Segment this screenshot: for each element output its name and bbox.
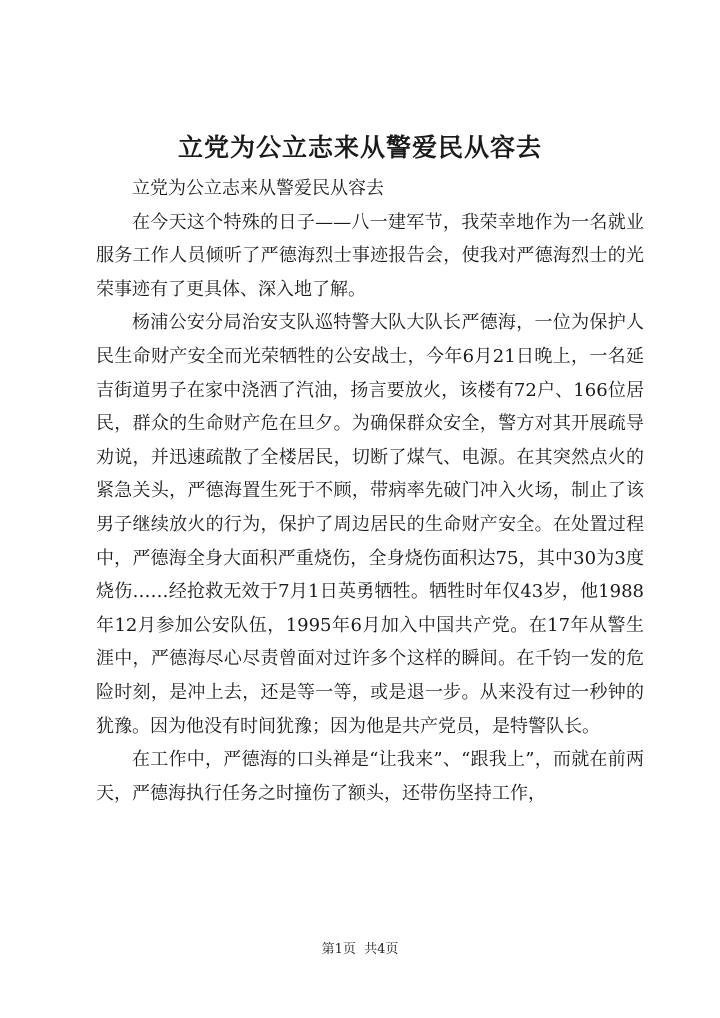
page-footer xyxy=(0,938,720,957)
page-title: 立党为公立志来从警爱民从容去 xyxy=(177,133,542,162)
page-total: 共4页 xyxy=(364,942,399,957)
page-number: 第1页 xyxy=(321,942,356,957)
paragraph-work: 在工作中，严德海的口头禅是“让我来”、“跟我上”，而就在前两天，严德海执行任务之时撞伤了额头，还带伤坚持工作， xyxy=(96,749,644,804)
paragraph-intro: 在今天这个特殊的日子——八一建军节，我荣幸地作为一名就业服务工作人员倾听了严德海烈士事迹报告会，使我对严德海烈士的光荣事迹有了更具体、深入地了解。 xyxy=(96,211,644,300)
paragraph-story: 杨浦公安分局治安支队巡特警大队大队长严德海，一位为保护人民生命财产安全而光荣牺牲的公安战士，今年6月21日晚上，一名延吉街道男子在家中浇洒了汽油，扬言要放火，该楼有72户、166位居民，群众的生命财产危在旦夕。为确保群众安全，警方对其开展疏导劝说，并迅速疏散了全楼居民，切断了煤气、电源。在其突然点火的紧急关头，严德海置生死于不顾，带病率先破门冲入火场，制止了该男子继续放火的行为，保护了周边居民的生命财产安全。在处置过程中，严德海全身大面积严重烧伤，全身烧伤面积达75，其中30为3度烧伤……经抢救无效于7月1日英勇牺牲。牺牲时年仅43岁，他1988年12月参加公安队伍，1995年6月加入中国共产党。在17年从警生涯中，严德海尽心尽责曾面对过许多个这样的瞬间。在千钧一发的危险时刻，是冲上去，还是等一等，或是退一步。从来没有过一秒钟的犹豫。因为他没有时间犹豫；因为他是共产党员，是特警队长。 xyxy=(96,312,644,737)
document-body xyxy=(96,172,644,810)
paragraph-subtitle: 立党为公立志来从警爱民从容去 xyxy=(132,178,384,199)
